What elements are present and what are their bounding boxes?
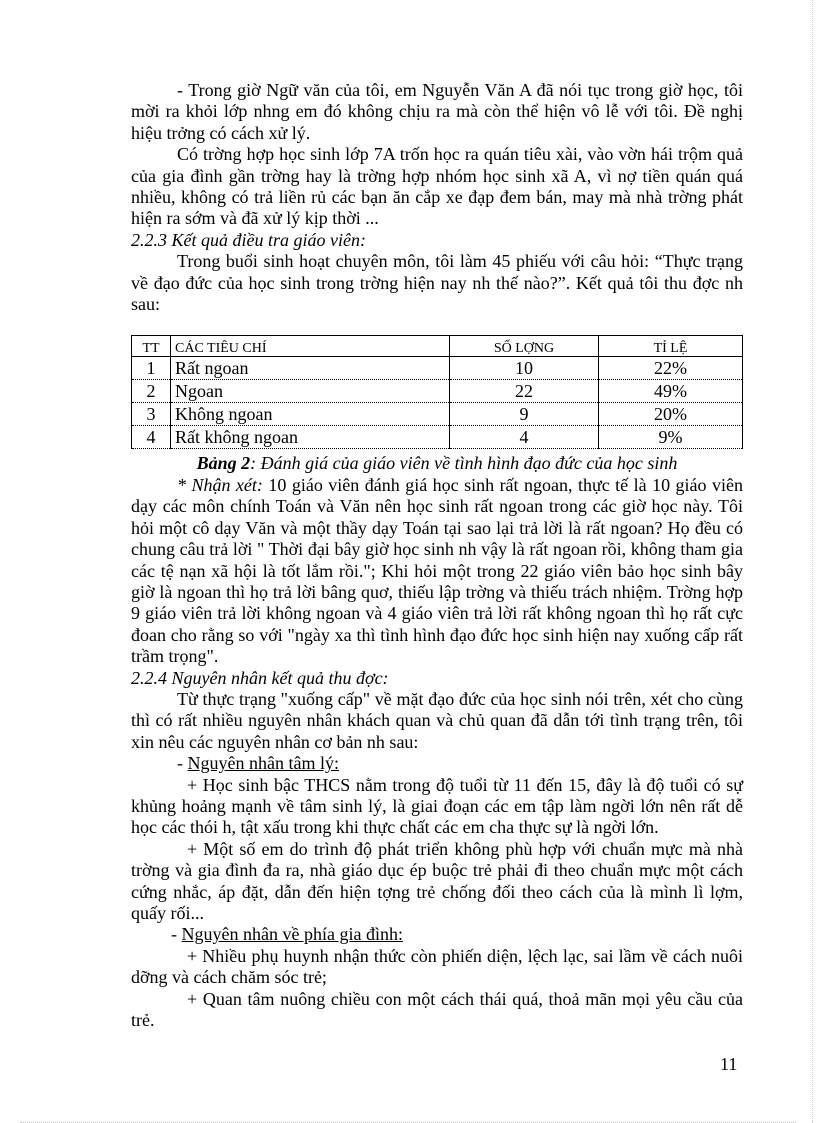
row-tt: 4	[132, 426, 171, 449]
remark-text: 10 giáo viên đánh giá học sinh rất ngoan, thực tế là 10 giáo viên dạy các môn chính Toán và Văn nên học sinh rất ngoan trong các giờ học này. Tôi hỏi một cô dạy Văn và một thầy dạy Toán tại sao lại trả lời là rất ngoan? Họ đều có chung câu trả lời " Thời đại bây giờ học sinh nh vậy là rất ngoan rồi, không tham gia các tệ nạn xã hội là tốt lắm rồi."; Khi hỏi một trong 22 giáo viên bảo học sinh bây giờ là ngoan thì họ trả lời bâng quơ, thiếu lập trờng và thiếu trách nhiệm. Trờng hợp 9 giáo viên trả lời không ngoan và 4 giáo viên trả lời rất không ngoan thì họ rất cực đoan cho rằng so với "ngày xa thì tình hình đạo đức học sinh hiện nay xuống cấp rất trầm trọng".	[131, 474, 743, 667]
paragraph-family-2: + Quan tâm nuông chiều con một cách thái quá, thoả mãn mọi yêu cầu của trẻ.	[131, 988, 743, 1031]
page-number: 11	[720, 1054, 738, 1074]
row-percent: 9%	[599, 426, 743, 449]
row-criteria: Không ngoan	[171, 403, 450, 426]
paragraph-causes-intro: Từ thực trạng "xuống cấp" về mặt đạo đức của học sinh nói trên, xét cho cùng thì có rất nhiều nguyên nhân khách quan và chủ quan đã dẫn tới tình trạng trên, tôi xin nêu các nguyên nhân cơ bản nh sau:	[131, 688, 743, 752]
heading-2-2-4: 2.2.4 Nguyên nhân kết quả thu đợc:	[131, 667, 389, 688]
table-row	[132, 357, 743, 380]
row-criteria: Rất ngoan	[171, 357, 450, 380]
row-tt: 3	[132, 403, 171, 426]
row-percent: 22%	[599, 357, 743, 380]
caption-text: : Đánh giá của giáo viên về tình hình đạo đức của học sinh	[250, 453, 678, 474]
table-row	[132, 426, 743, 449]
psychology-dash: -	[177, 753, 188, 774]
header-criteria: CÁC TIÊU CHÍ	[171, 336, 450, 357]
heading-2-2-3: 2.2.3 Kết quả điều tra giáo viên:	[131, 229, 366, 250]
paragraph-survey: Trong buổi sinh hoạt chuyên môn, tôi làm 45 phiếu với câu hỏi: “Thực trạng về đạo đức của học sinh trong trờng hiện nay nh thế nào?”. Kết quả tôi thu đợc nh sau:	[131, 251, 743, 315]
paragraph-remark	[131, 475, 743, 668]
row-quantity: 9	[450, 403, 599, 426]
document-page	[131, 80, 743, 1031]
row-quantity: 22	[450, 380, 599, 403]
table-row	[132, 380, 743, 403]
psychology-heading	[131, 753, 743, 774]
row-criteria: Rất không ngoan	[171, 426, 450, 449]
header-tt: TT	[132, 336, 171, 357]
row-percent: 49%	[599, 380, 743, 403]
row-criteria: Ngoan	[171, 380, 450, 403]
table-caption	[131, 453, 743, 474]
row-tt: 1	[132, 357, 171, 380]
row-tt: 2	[132, 380, 171, 403]
table-header-row	[132, 336, 743, 357]
family-dash: -	[171, 924, 182, 945]
remark-label: * Nhận xét:	[177, 474, 263, 495]
header-quantity: SỐ LỢNG	[450, 336, 599, 357]
paragraph-truancy: Có trờng hợp học sinh lớp 7A trốn học ra quán tiêu xài, vào vờn hái trộm quả của gia đình gần trờng hay là trờng hợp nhóm học sinh xã A, vì nợ tiền quán quá nhiều, không có trả liền rủ các bạn ăn cắp xe đạp đem bán, may mà nhà trờng phát hiện ra sớm và đã xử lý kịp thời ...	[131, 144, 743, 229]
psychology-label: Nguyên nhân tâm lý:	[187, 753, 339, 774]
paragraph-complaint: - Trong giờ Ngữ văn của tôi, em Nguyễn Văn A đã nói tục trong giờ học, tôi mời ra khỏi lớp nhng em đó không chịu ra mà còn thể hiện vô lễ với tôi. Đề nghị hiệu trởng có cách xử lý.	[131, 80, 743, 143]
paragraph-psychology-1: + Học sinh bậc THCS nằm trong độ tuổi từ 11 đến 15, đây là độ tuổi có sự khủng hoảng mạnh về tâm sinh lý, là giai đoạn các em tập làm ngời lớn nên rất dễ học các thói h, tật xấu trong khi thực chất các em cha thực sự là ngời lớn.	[131, 774, 743, 838]
paragraph-family-1: + Nhiều phụ huynh nhận thức còn phiến diện, lệch lạc, sai lầm về cách nuôi dỡng và cách chăm sóc trẻ;	[131, 945, 743, 988]
header-percent: TỈ LỆ	[599, 336, 743, 357]
row-percent: 20%	[599, 403, 743, 426]
family-heading	[131, 924, 743, 945]
paragraph-psychology-2: + Một số em do trình độ phát triển không phù hợp với chuẩn mực mà nhà trờng và gia đình đa ra, nhà giáo dục ép buộc trẻ phải đi theo chuẩn mực một cách cứng nhắc, áp đặt, dẫn đến hiện tợng trẻ chống đối theo cách của là mình lì lợm, quấy rối...	[131, 838, 743, 923]
survey-table	[131, 335, 743, 449]
family-label: Nguyên nhân về phía gia đình:	[181, 924, 403, 945]
caption-label: Bảng 2	[196, 453, 251, 474]
row-quantity: 10	[450, 357, 599, 380]
table-row	[132, 403, 743, 426]
row-quantity: 4	[450, 426, 599, 449]
page-right-border	[812, 0, 813, 1123]
